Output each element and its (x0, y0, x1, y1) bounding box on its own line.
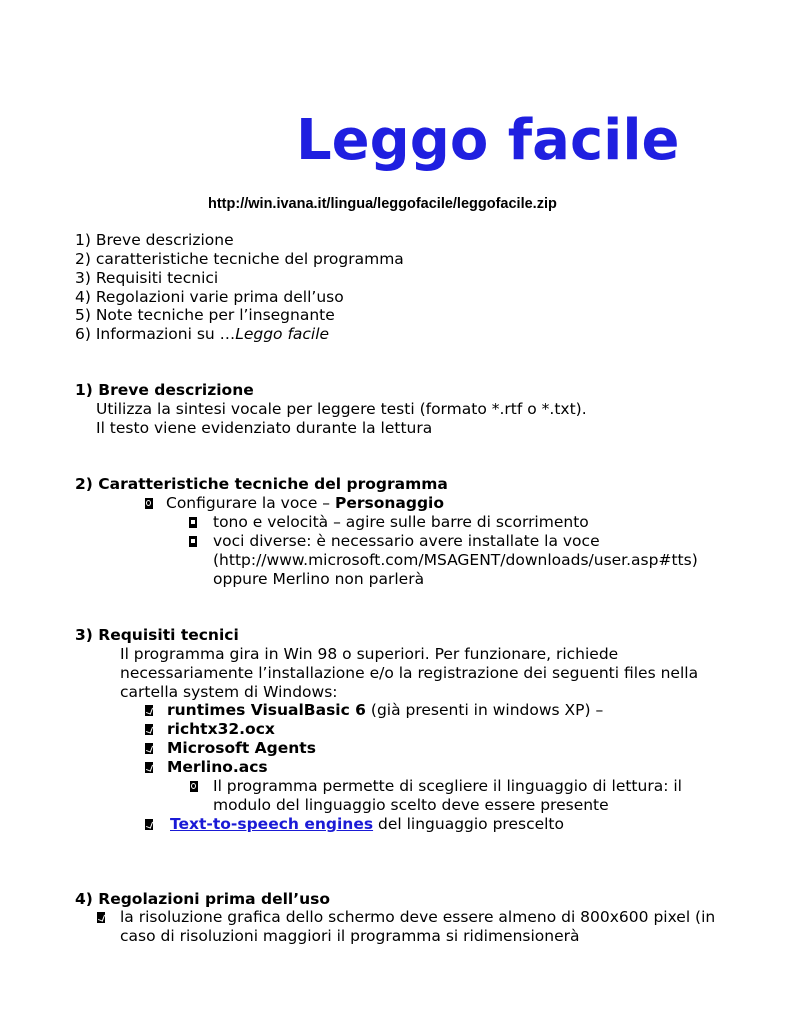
section-3-item-1 (167, 701, 603, 720)
section-3-item-4: Merlino.acs (167, 758, 268, 776)
section-2-sub-2-line-1: voci diverse: è necessario avere installate la voce (213, 532, 600, 550)
download-url[interactable]: http://win.ivana.it/lingua/leggofacile/leggofacile.zip (208, 196, 557, 212)
section-2-sub-2-line-2: (http://www.microsoft.com/MSAGENT/downloads/user.asp#tts) (213, 551, 698, 569)
toc-item-2: 2) caratteristiche tecniche del programma (75, 250, 404, 268)
section-1-heading: 1) Breve descrizione (75, 381, 254, 399)
section-3-item-5-text: del linguaggio prescelto (373, 815, 564, 833)
section-2-heading: 2) Caratteristiche tecniche del programma (75, 475, 448, 493)
section-2-item-1 (166, 494, 444, 513)
section-3-heading: 3) Requisiti tecnici (75, 626, 239, 644)
section-3-para-line-2: necessariamente l’installazione e/o la registrazione dei seguenti files nella (120, 664, 699, 682)
section-1-line-2: Il testo viene evidenziato durante la lettura (96, 419, 433, 437)
section-3-para-line-1: Il programma gira in Win 98 o superiori. Per funzionare, richiede (120, 645, 619, 663)
circle-bullet-icon (145, 498, 153, 509)
arrow-bullet-icon (97, 912, 105, 923)
section-3-sub-line-2: modulo del linguaggio scelto deve essere presente (213, 796, 609, 814)
toc-item-3: 3) Requisiti tecnici (75, 269, 219, 287)
section-3-item-3: Microsoft Agents (167, 739, 316, 757)
toc-item-4: 4) Regolazioni varie prima dell’uso (75, 288, 344, 306)
toc-item-5: 5) Note tecniche per l’insegnante (75, 306, 335, 324)
toc-item-1: 1) Breve descrizione (75, 231, 234, 249)
square-bullet-icon (189, 517, 197, 528)
section-3-item-2: richtx32.ocx (167, 720, 275, 738)
toc-item-6-italic: Leggo facile (235, 325, 330, 343)
section-1-line-1: Utilizza la sintesi vocale per leggere testi (formato *.rtf o *.txt). (96, 400, 587, 418)
toc-item-6 (75, 325, 329, 344)
section-3-item-1-text: (già presenti in windows XP) – (365, 701, 604, 719)
arrow-bullet-icon (145, 705, 153, 716)
section-4-line-2: caso di risoluzioni maggiori il programma si ridimensionerà (120, 927, 580, 945)
section-2-item-1-bold: Personaggio (334, 494, 445, 512)
section-4-line-1: la risoluzione grafica dello schermo deve essere almeno di 800x600 pixel (in (120, 908, 716, 926)
page-title: Leggo facile (296, 108, 680, 173)
arrow-bullet-icon (145, 724, 153, 735)
arrow-bullet-icon (145, 819, 153, 830)
section-3-item-5 (170, 815, 564, 834)
tts-engines-link[interactable]: Text-to-speech engines (170, 815, 374, 833)
square-bullet-icon (189, 536, 197, 547)
section-2-item-1-text: Configurare la voce – (166, 494, 335, 512)
toc-item-6-prefix: 6) Informazioni su … (75, 325, 236, 343)
section-3-sub-line-1: Il programma permette di scegliere il linguaggio di lettura: il (213, 777, 682, 795)
arrow-bullet-icon (145, 762, 153, 773)
section-3-item-1-bold: runtimes VisualBasic 6 (167, 701, 366, 719)
section-2-sub-2-line-3: oppure Merlino non parlerà (213, 570, 425, 588)
section-2-sub-1: tono e velocità – agire sulle barre di scorrimento (213, 513, 589, 531)
circle-bullet-icon (190, 781, 198, 792)
arrow-bullet-icon (145, 743, 153, 754)
section-3-para-line-3: cartella system di Windows: (120, 683, 338, 701)
section-4-heading: 4) Regolazioni prima dell’uso (75, 890, 331, 908)
